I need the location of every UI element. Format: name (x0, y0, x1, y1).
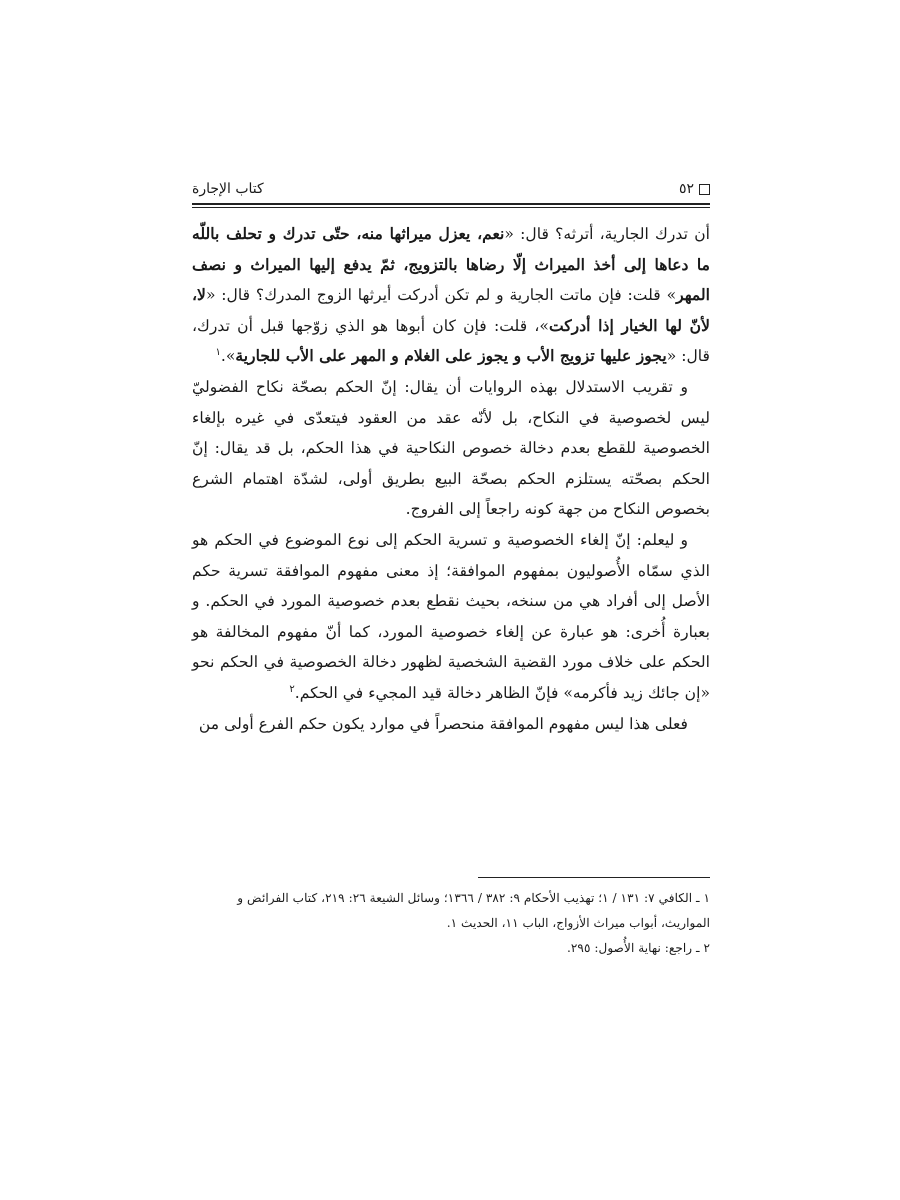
footnote-ref-1[interactable]: ١ (215, 347, 221, 359)
paragraph-2: و تقريب الاستدلال بهذه الروايات أن يقال: إنّ الحكم بصحّة نكاح الفضوليّ ليس لخصوصية في النكاح، بل لأنّه عقد من العقود فيتعدّى في غيره بإلغاء الخصوصية للقطع بعدم دخالة خصوص النكاحية في هذا الحكم، بل قد يقال: إنّ الحكم بصحّته يستلزم الحكم بصحّة البيع بطريق أولى، لشدّة اهتمام الشرع بخصوص النكاح من جهة كونه راجعاً إلى الفروج. (192, 377, 710, 519)
header-rule-thick (192, 203, 710, 205)
footnotes (192, 886, 710, 961)
p1-text-g: ». (220, 347, 236, 366)
footnote-ref-2[interactable]: ٢ (289, 683, 295, 695)
footnote-2: ٢ ـ راجع: نهاية الأُصول: ٢٩٥. (567, 941, 710, 955)
p1-text-c: » قلت: فإن ماتت الجارية و لم تكن أدركت أيرثها الزوج المدرك؟ قال: « (205, 286, 677, 305)
paragraph-4: فعلى هذا ليس مفهوم الموافقة منحصراً في موارد يكون حكم الفرع أولى من (198, 714, 688, 733)
book-title: كتاب الإجارة (192, 181, 264, 197)
p3-text: و ليعلم: إنّ إلغاء الخصوصية و تسرية الحكم إلى نوع الموضوع في الحكم هو الذي سمّاه الأُصوليون بمفهوم الموافقة؛ إذ معنى مفهوم الموافقة تسرية حكم الأصل إلى أفراد هي من سنخه، بحيث نقطع بعدم خصوصية المورد في الحكم. و بعبارة أُخرى: هو عبارة عن إلغاء خصوصية المورد، كما أنّ مفهوم المخالفة هو الحكم على خلاف مورد القضية الشخصية لظهور دخالة الخصوصية في الحكم نحو «إن جائك زيد فأكرمه» فإنّ الظاهر دخالة قيد المجيء في الحكم. (192, 530, 710, 702)
p1-text-e: »، قلت: فإن كان أبوها هو الذي زوّجها قبل أن تدرك، قال: « (192, 316, 710, 366)
footnote-1: ١ ـ الكافي ٧: ١٣١ / ١؛ تهذيب الأحكام ٩: ٣٨٢ / ١٣٦٦؛ وسائل الشيعة ٢٦: ٢١٩، كتاب الفرائض و المواريث، أبواب ميراث الأزواج، الباب ١١، الحديث ١. (237, 891, 710, 930)
square-icon (699, 184, 710, 195)
page-number-group (679, 181, 710, 197)
paragraph-1 (192, 219, 710, 372)
p1-quote-3: يجوز عليها تزويج الأب و يجوز على الغلام و المهر على الأب للجارية (235, 346, 667, 366)
running-header (192, 178, 710, 200)
paragraph-3 (192, 525, 710, 709)
footnote-separator (478, 877, 710, 878)
p1-quote-1: نعم، يعزل ميراثها منه، حتّى تدرك و تحلف باللّه ما دعاها إلى أخذ الميراث إلّا رضاها بالتزويج، ثمّ يدفع إليها الميراث و نصف المهر (192, 224, 710, 305)
p1-text-a: أن تدرك الجارية، أترثه؟ قال: « (504, 225, 710, 243)
p1-quote-2: لا، لأنّ لها الخيار إذا أدركت (192, 285, 710, 335)
page-number: ٥٢ (678, 181, 694, 197)
main-text (192, 219, 710, 739)
header-rule-thin (192, 207, 710, 208)
